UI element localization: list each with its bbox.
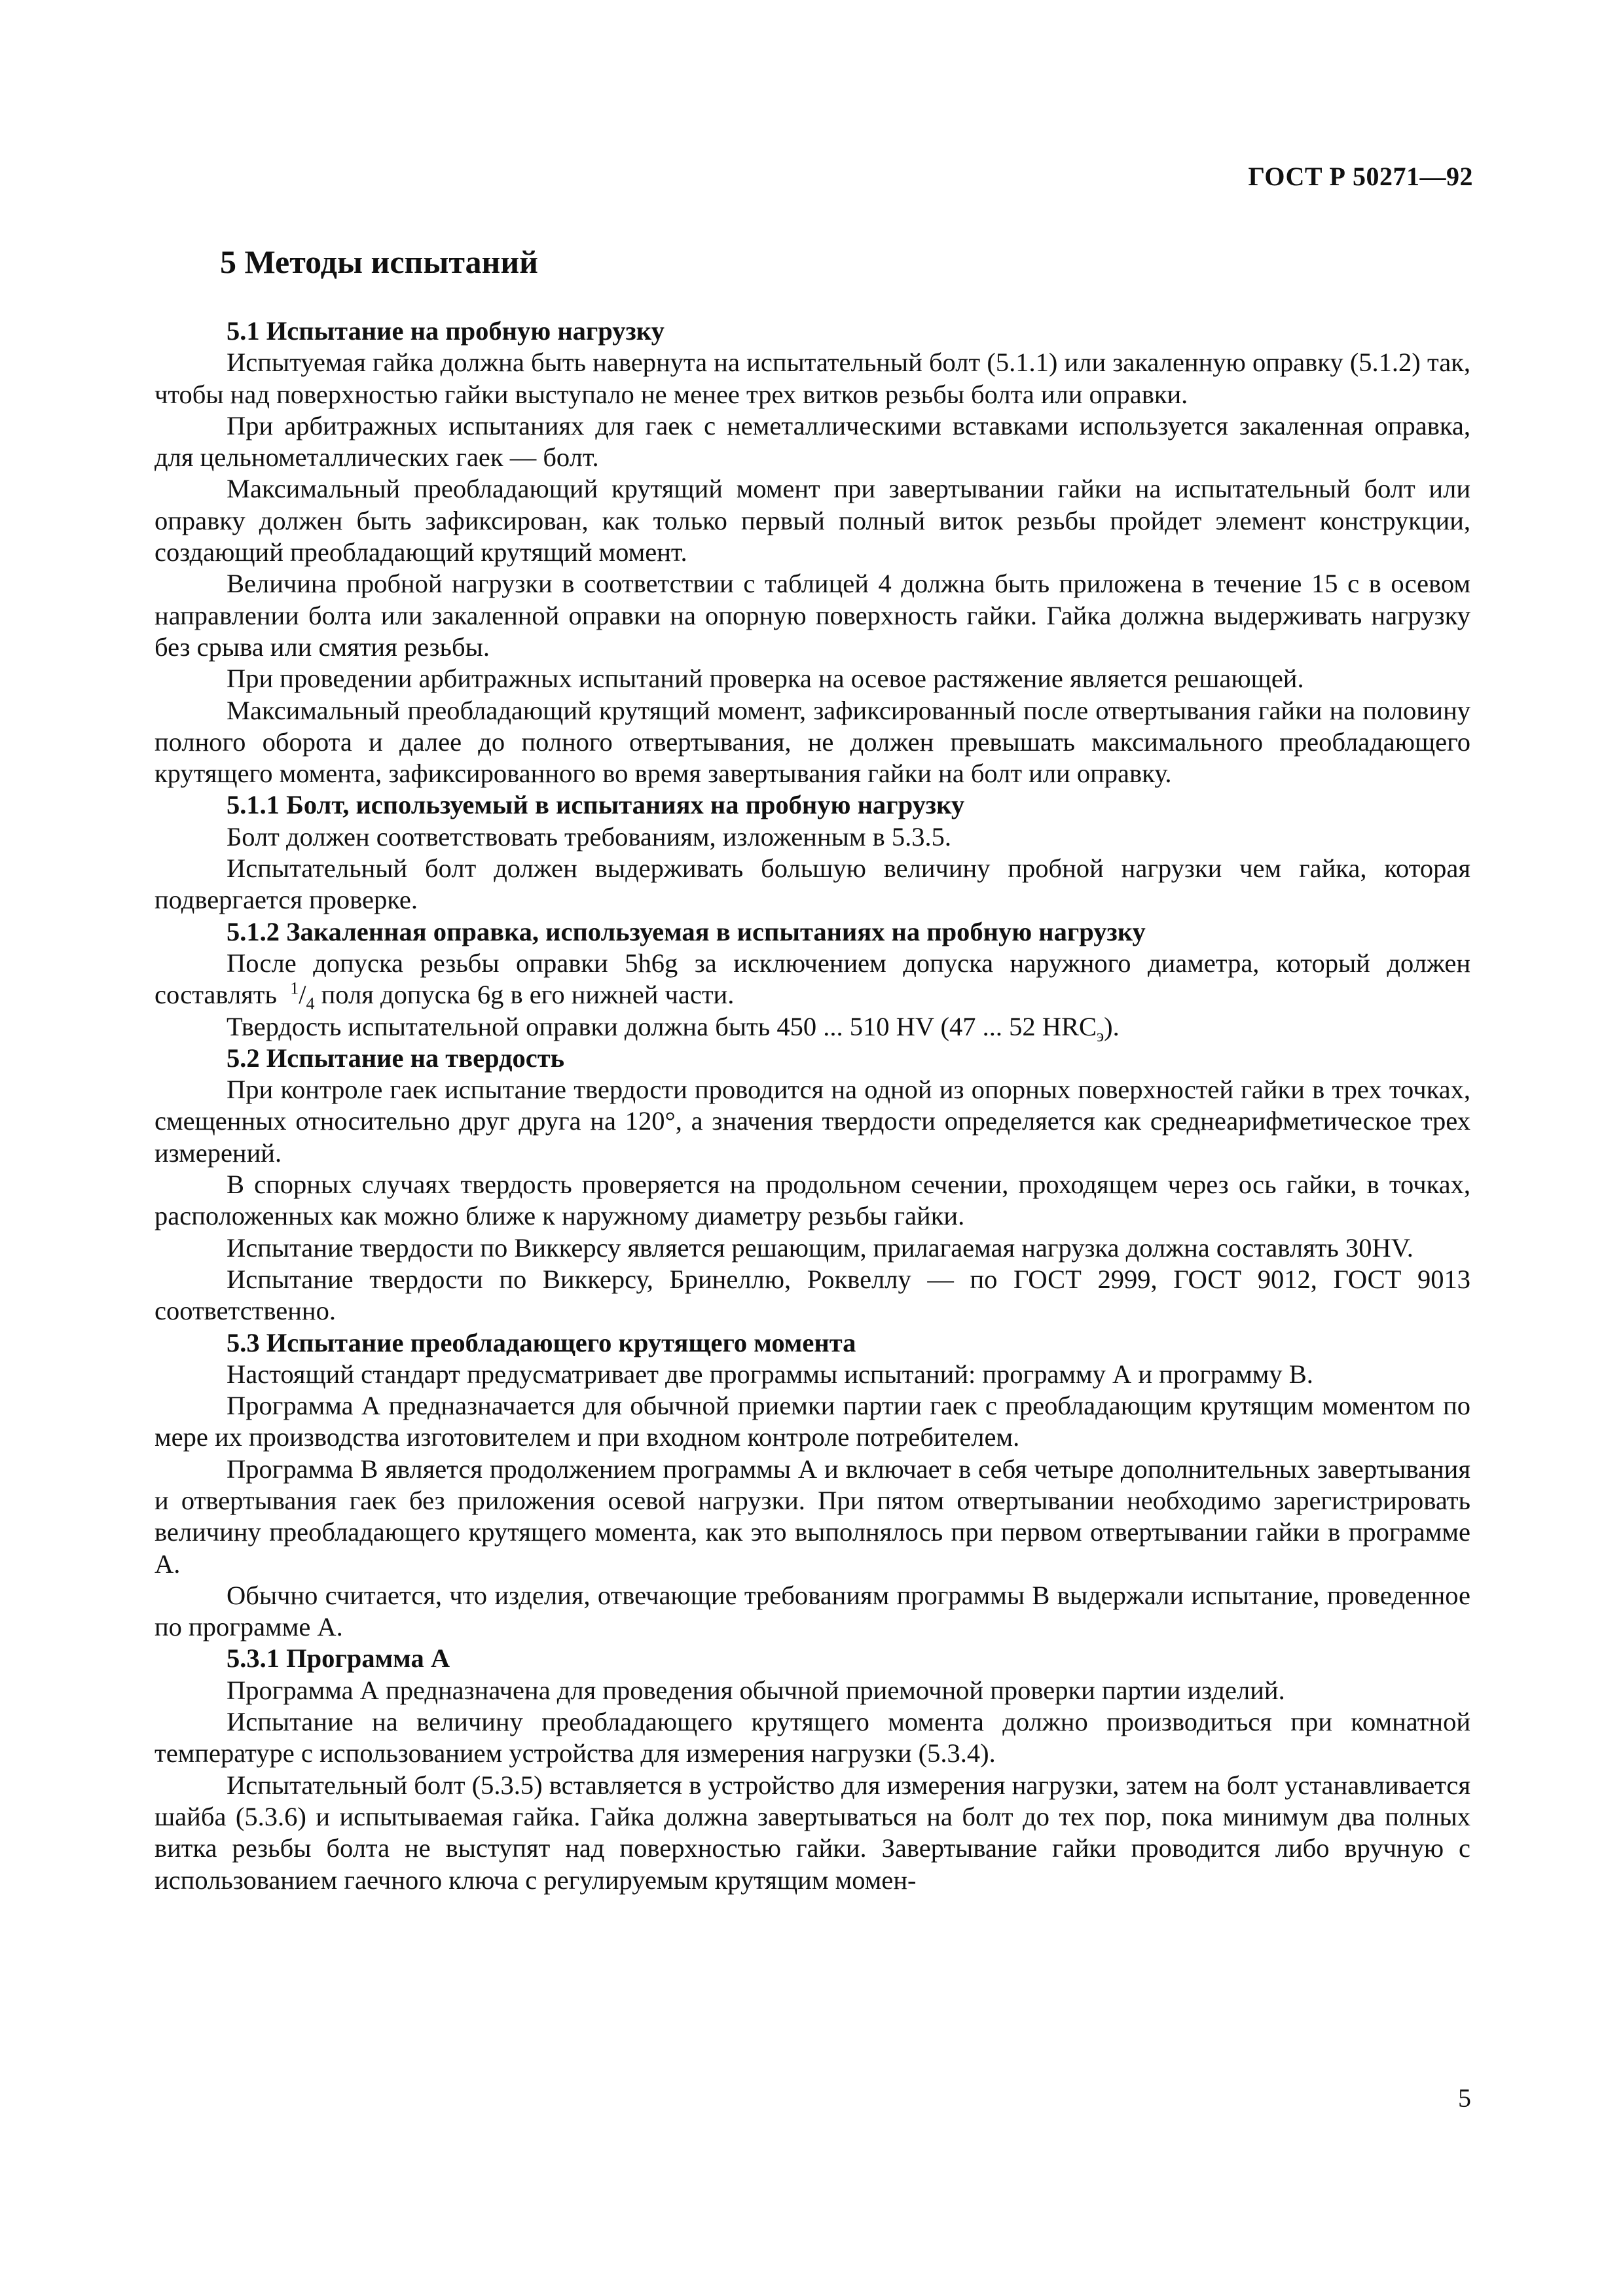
paragraph: Величина пробной нагрузки в соответствии с таблицей 4 должна быть приложена в течение 15 с в осевом направлении болта или закаленной оправки на опорную поверхность гайки. Гайка должна выдерживать нагрузку без срыва или смятия резьбы. — [155, 569, 1470, 662]
subsection-heading: 5.1.2 Закаленная оправка, используемая в испытаниях на пробную нагрузку — [227, 916, 1146, 946]
paragraph: Программа В является продолжением программы А и включает в себя четыре дополнительных завертывания и отвертывания гаек без приложения осевой нагрузки. При пятом отвертывании необходимо зарегистрировать величину преобладающего крутящего момента, как это выполнялось при первом отвертывании гайки в программе А. — [155, 1454, 1470, 1579]
paragraph: Испытание твердости по Виккерсу, Бринеллю, Роквеллу — по ГОСТ 2999, ГОСТ 9012, ГОСТ 9013 соответственно. — [155, 1264, 1470, 1326]
page-number: 5 — [1458, 2083, 1471, 2113]
page-body — [155, 242, 1470, 1896]
paragraph: При контроле гаек испытание твердости проводится на одной из опорных поверхностей гайки в трех точках, смещенных относительно друг друга на 120°, а значения твердости определяется как среднеарифметическое трех измерений. — [155, 1075, 1470, 1168]
paragraph: Максимальный преобладающий крутящий момент при завертывании гайки на испытательный болт или оправку должен быть зафиксирован, как только первый полный виток резьбы пройдет элемент конструкции, создающий преобладающий крутящий момент. — [155, 474, 1470, 567]
paragraph: Максимальный преобладающий крутящий момент, зафиксированный после отвертывания гайки на половину полного оборота и далее до полного отвертывания, не должен превышать максимального преобладающего крутящего момента, зафиксированного во время завертывания гайки на болт или оправку. — [155, 695, 1470, 789]
fraction-numerator: 1 — [290, 978, 299, 998]
subsection-heading: 5.3 Испытание преобладающего крутящего момента — [227, 1327, 856, 1357]
paragraph: Болт должен соответствовать требованиям, изложенным в 5.3.5. — [227, 821, 951, 852]
paragraph-text-tail: поля допуска 6g в его нижней части. — [321, 980, 735, 1010]
fraction-denominator: 4 — [306, 994, 315, 1014]
paragraph: Программа А предназначается для обычной приемки партии гаек с преобладающим крутящим моментом по мере их производства изготовителем и при входном контроле потребителем. — [155, 1391, 1470, 1452]
subsection-heading: 5.2 Испытание на твердость — [227, 1043, 565, 1073]
paragraph-text: Твердость испытательной оправки должна быть 450 ... 510 HV (47 ... 52 HRC — [227, 1011, 1097, 1041]
paragraph-text: После допуска резьбы оправки 5h6g за исключением допуска наружного диаметра, который должен составлять — [155, 948, 1470, 1010]
paragraph: Настоящий стандарт предусматривает две программы испытаний: программу А и программу В. — [227, 1359, 1313, 1389]
paragraph: Программа А предназначена для проведения обычной приемочной проверки партии изделий. — [227, 1675, 1285, 1705]
paragraph: При арбитражных испытаниях для гаек с неметаллическими вставками используется закаленная оправка, для цельнометаллических гаек — болт. — [155, 410, 1470, 473]
paragraph: Испытательный болт (5.3.5) вставляется в устройство для измерения нагрузки, затем на болт устанавливается шайба (5.3.6) и испытываемая гайка. Гайка должна завертываться на болт до тех пор, пока минимум два полных витка резьбы болта не выступят над поверхностью гайки. Завертывание гайки проводится либо вручную с использованием гаечного ключа с регулируемым крутящим момен- — [155, 1770, 1470, 1895]
paragraph-with-subscript — [155, 1011, 1470, 1043]
subsection-heading: 5.1.1 Болт, используемый в испытаниях на пробную нагрузку — [227, 790, 965, 820]
paragraph: Испытание на величину преобладающего крутящего момента должно производиться при комнатной температуре с использованием устройства для измерения нагрузки (5.3.4). — [155, 1707, 1470, 1768]
paragraph: В спорных случаях твердость проверяется на продольном сечении, проходящем через ось гайки, в точках, расположенных как можно ближе к наружному диаметру резьбы гайки. — [155, 1170, 1470, 1231]
hrc-subscript: э — [1096, 1026, 1104, 1045]
section-title: 5 Методы испытаний — [220, 243, 538, 280]
paragraph: Испытательный болт должен выдерживать большую величину пробной нагрузки чем гайка, которая подвергается проверке. — [155, 853, 1470, 915]
paragraph: Испытание твердости по Виккерсу является решающим, прилагаемая нагрузка должна составлять 30HV. — [227, 1232, 1413, 1263]
fraction: $^1/_4$ — [290, 978, 315, 1014]
subsection-heading: 5.3.1 Программа А — [227, 1643, 450, 1674]
paragraph-text-tail: ). — [1104, 1011, 1120, 1041]
document-code: ГОСТ Р 50271—92 — [1248, 162, 1473, 191]
paragraph: Обычно считается, что изделия, отвечающие требованиям программы В выдержали испытание, проведенное по программе А. — [155, 1580, 1470, 1642]
paragraph: При проведении арбитражных испытаний проверка на осевое растяжение является решающей. — [227, 664, 1304, 694]
subsection-heading: 5.1 Испытание на пробную нагрузку — [227, 316, 665, 346]
paragraph-with-fraction — [155, 948, 1470, 1014]
paragraph: Испытуемая гайка должна быть навернута на испытательный болт (5.1.1) или закаленную оправку (5.1.2) так, чтобы над поверхностью гайки выступало не менее трех витков резьбы болта или оправки. — [155, 348, 1470, 409]
